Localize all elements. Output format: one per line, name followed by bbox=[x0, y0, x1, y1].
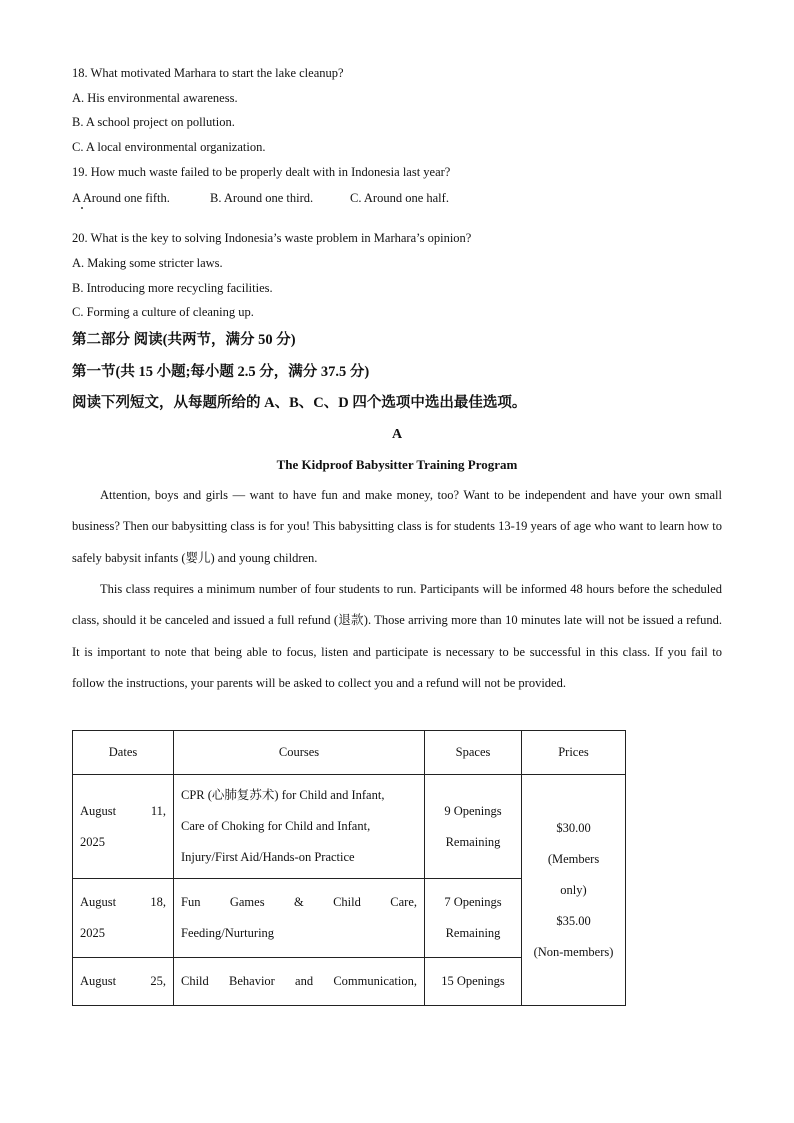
question-20-option-a: A. Making some stricter laws. bbox=[72, 256, 223, 270]
passage-letter: A bbox=[391, 427, 403, 442]
question-20-option-c: C. Forming a culture of cleaning up. bbox=[72, 305, 254, 319]
table-cell-date bbox=[73, 775, 174, 879]
passage-paragraph-2: This class requires a minimum number of four students to run. Participants will be informed 48 hours before the scheduled class, should it be canceled and issued a full refund (退款). Those arriving more than 10 minutes late will not be issued a refund. It is important to note that being able to focus, listen and participate is necessary to be successful in this class. If you fail to follow the instructions, your parents will be asked to collect you and a refund will not be provided. bbox=[72, 582, 722, 690]
question-19-option-b: B. Around one third. bbox=[210, 191, 314, 205]
date-line: 2025 bbox=[80, 834, 105, 849]
question-20-option-b: B. Introducing more recycling facilities. bbox=[72, 281, 273, 295]
spaces-line: 15 Openings bbox=[441, 974, 505, 988]
price-line: only) bbox=[560, 882, 587, 897]
table-cell-course bbox=[174, 958, 425, 1006]
table-cell-date bbox=[73, 958, 174, 1006]
date-line: August 18, bbox=[80, 895, 166, 909]
table-cell-prices bbox=[522, 775, 626, 1006]
table-row bbox=[73, 775, 626, 879]
table-cell-spaces bbox=[425, 958, 522, 1006]
question-18-option-b: B. A school project on pollution. bbox=[72, 115, 235, 129]
header-dates: Dates bbox=[73, 731, 174, 775]
price-line: $35.00 bbox=[556, 913, 591, 928]
spaces-line: Remaining bbox=[445, 926, 501, 940]
header-spaces: Spaces bbox=[425, 731, 522, 775]
question-19-option-a: A Around one fifth. bbox=[72, 191, 170, 205]
table-cell-spaces bbox=[425, 775, 522, 879]
question-18-option-c: C. A local environmental organization. bbox=[72, 140, 266, 154]
course-line: Fun Games & Child Care, bbox=[181, 895, 417, 909]
course-line: Feeding/Nurturing bbox=[181, 926, 275, 940]
question-18-stem: 18. What motivated Marhara to start the lake cleanup? bbox=[72, 66, 344, 80]
question-20-stem: 20. What is the key to solving Indonesia’s waste problem in Marhara’s opinion? bbox=[72, 231, 472, 245]
part-title: 第二部分 阅读(共两节，满分 50 分) bbox=[72, 332, 296, 348]
spaces-line: 9 Openings bbox=[444, 803, 502, 818]
date-line: August 11, bbox=[80, 803, 166, 818]
table-cell-spaces bbox=[425, 879, 522, 958]
spaces-line: Remaining bbox=[445, 834, 501, 849]
question-18-option-a: A. His environmental awareness. bbox=[72, 91, 238, 105]
question-19-option-c: C. Around one half. bbox=[350, 191, 449, 205]
header-courses: Courses bbox=[174, 731, 425, 775]
question-19-stem: 19. How much waste failed to be properly dealt with in Indonesia last year? bbox=[72, 165, 451, 179]
subsection-title: 第一节(共 15 小题;每小题 2.5 分，满分 37.5 分) bbox=[72, 364, 370, 380]
table-cell-date bbox=[73, 879, 174, 958]
section-instruction: 阅读下列短文，从每题所给的 A、B、C、D 四个选项中选出最佳选项。 bbox=[72, 395, 527, 411]
table-cell-course bbox=[174, 879, 425, 958]
date-line: August 25, bbox=[80, 974, 166, 988]
stray-dot bbox=[81, 207, 83, 209]
passage-title: The Kidproof Babysitter Training Program bbox=[276, 457, 518, 472]
table-cell-course bbox=[174, 775, 425, 879]
price-line: (Members bbox=[547, 851, 600, 866]
price-line: (Non-members) bbox=[533, 944, 614, 959]
course-line: Care of Choking for Child and Infant, bbox=[181, 819, 371, 833]
question-19-options bbox=[72, 190, 449, 206]
course-line: Child Behavior and Communication, bbox=[181, 974, 417, 988]
price-line: $30.00 bbox=[556, 820, 591, 835]
spaces-line: 7 Openings bbox=[444, 895, 502, 909]
table-header-row bbox=[73, 731, 626, 775]
course-line: Injury/First Aid/Hands-on Practice bbox=[181, 850, 355, 864]
header-prices: Prices bbox=[522, 731, 626, 775]
course-schedule-table bbox=[72, 730, 626, 1006]
passage-paragraph-1: Attention, boys and girls — want to have fun and make money, too? Want to be independent and have your own small business? Then our babysitting class is for you! This babysitting class is for students 13-19 years of age who want to learn how to safely babysit infants (婴儿) and young children. bbox=[72, 488, 722, 565]
date-line: 2025 bbox=[80, 926, 105, 940]
course-line: CPR (心肺复苏术) for Child and Infant, bbox=[181, 788, 385, 802]
